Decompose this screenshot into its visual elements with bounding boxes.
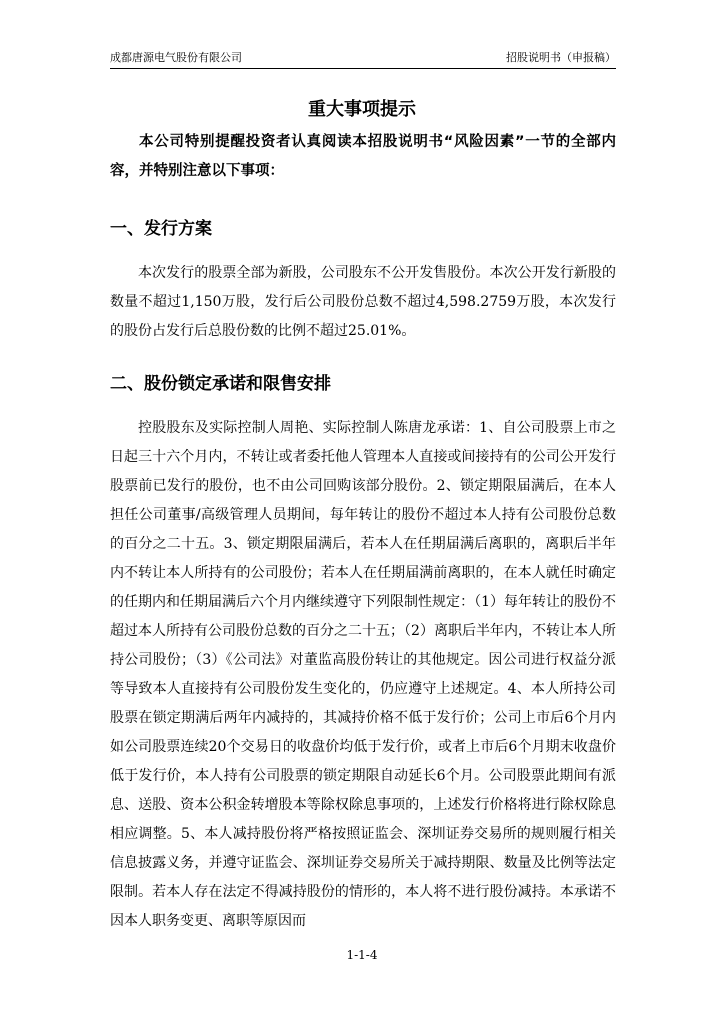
- section-body-issuance-plan: 本次发行的股票全部为新股，公司股东不公开发售股份。本次公开发行新股的数量不超过1,150万股，发行后公司股份总数不超过4,598.2759万股，本次发行的股份占发行后总股份数的比例不超过25.01%。: [110, 265, 616, 339]
- page-title: 重大事项提示: [308, 99, 416, 120]
- section-heading-issuance-plan: 一、发行方案: [110, 219, 212, 239]
- header-company-name: 成都唐源电气股份有限公司: [110, 51, 242, 64]
- intro-notice: 本公司特别提醒投资者认真阅读本招股说明书“风险因素”一节的全部内容，并特别注意以下事项：: [110, 134, 616, 179]
- header-document-type: 招股说明书（申报稿）: [506, 51, 616, 64]
- page-number: 1-1-4: [346, 948, 378, 962]
- page-header: [110, 50, 616, 69]
- section-body-share-lockup: 控股股东及实际控制人周艳、实际控制人陈唐龙承诺：1、自公司股票上市之日起三十六个月内，不转让或者委托他人管理本人直接或间接持有的公司公开发行股票前已发行的股份，也不由公司回购该部分股份。2、锁定期限届满后，在本人担任公司董事/高级管理人员期间，每年转让的股份不超过本人持有公司股份总数的百分之二十五。3、锁定期限届满后，若本人在任期届满后离职的，离职后半年内不转让本人所持有的公司股份；若本人在任期届满前离职的，在本人就任时确定的任期内和任期届满后六个月内继续遵守下列限制性规定：（1）每年转让的股份不超过本人所持有公司股份总数的百分之二十五；（2）离职后半年内，不转让本人所持公司股份；（3）《公司法》对董监高股份转让的其他规定。因公司进行权益分派等导致本人直接持有公司股份发生变化的，仍应遵守上述规定。4、本人所持公司股票在锁定期满后两年内减持的，其减持价格不低于发行价；公司上市后6个月内如公司股票连续20个交易日的收盘价均低于发行价，或者上市后6个月期末收盘价低于发行价，本人持有公司股票的锁定期限自动延长6个月。公司股票此期间有派息、送股、资本公积金转增股本等除权除息事项的，上述发行价格将进行除权除息相应调整。5、本人减持股份将严格按照证监会、深圳证券交易所的规则履行相关信息披露义务，并遵守证监会、深圳证券交易所关于减持期限、数量及比例等法定限制。若本人存在法定不得减持股份的情形的，本人将不进行股份减持。本承诺不因本人职务变更、离职等原因而: [110, 420, 616, 929]
- section-heading-share-lockup: 二、股份锁定承诺和限售安排: [110, 374, 331, 394]
